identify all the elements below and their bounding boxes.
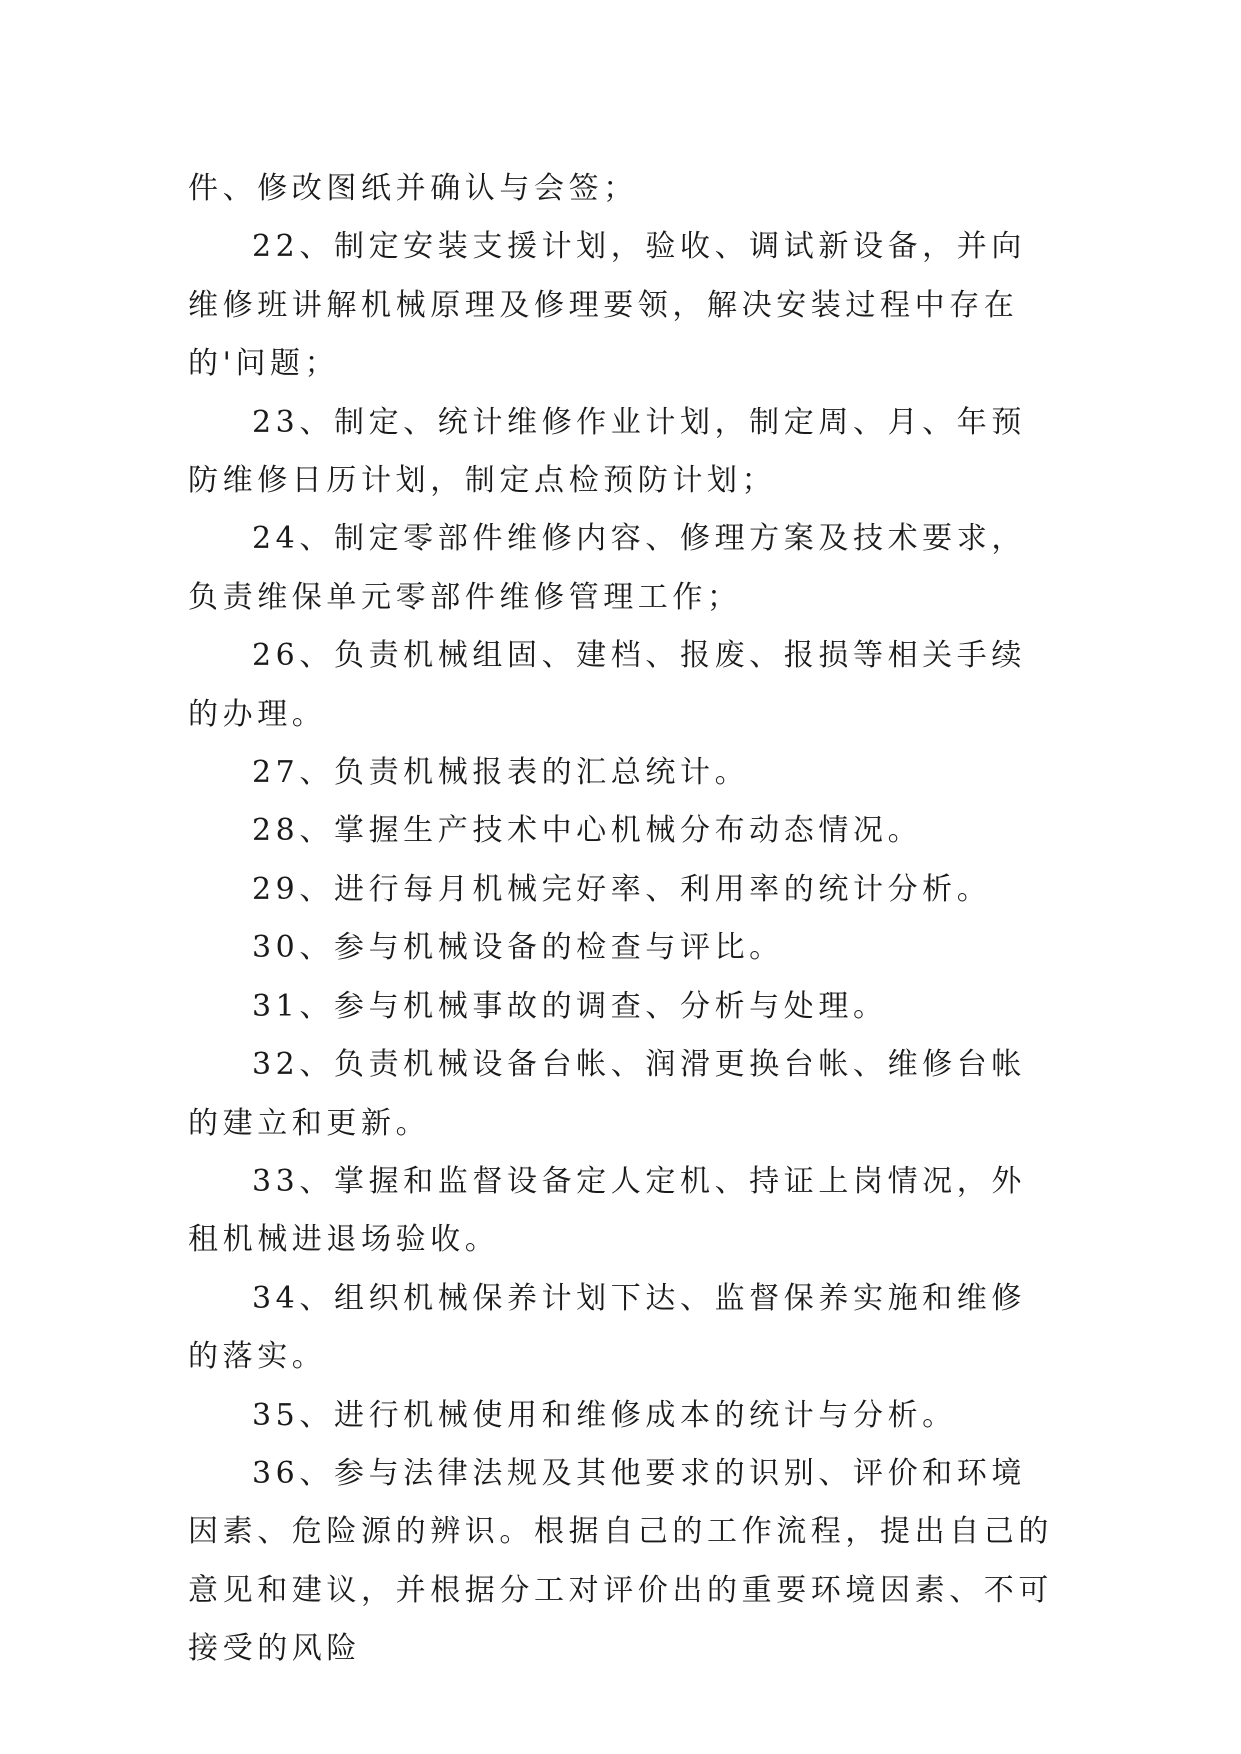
- paragraph-33: 33、掌握和监督设备定人定机、持证上岗情况，外租机械进退场验收。: [188, 1163, 1026, 1258]
- paragraph-34: 34、组织机械保养计划下达、监督保养实施和维修的落实。: [188, 1280, 1026, 1375]
- paragraph-36: 36、参与法律法规及其他要求的识别、评价和环境因素、危险源的辨识。根据自己的工作流程，提出自己的意见和建议，并根据分工对评价出的重要环境因素、不可接受的风险: [188, 1455, 1053, 1667]
- paragraph-29: 29、进行每月机械完好率、利用率的统计分析。: [252, 871, 992, 907]
- document-body: [188, 160, 1058, 1679]
- paragraph-23: 23、制定、统计维修作业计划，制定周、月、年预防维修日历计划，制定点检预防计划；: [188, 404, 1026, 499]
- paragraph-26: 26、负责机械组固、建档、报废、报损等相关手续的办理。: [188, 638, 1026, 732]
- paragraph-22: 22、制定安装支援计划，验收、调试新设备，并向维修班讲解机械原理及修理要领，解决安装过程中存在的'问题；: [188, 229, 1026, 382]
- paragraph-27: 27、负责机械报表的汇总统计。: [252, 755, 750, 791]
- paragraph-30: 30、参与机械设备的检查与评比。: [252, 930, 784, 966]
- paragraph-28: 28、掌握生产技术中心机械分布动态情况。: [252, 813, 923, 849]
- paragraph-31: 31、参与机械事故的调查、分析与处理。: [252, 988, 888, 1024]
- paragraph-1: 件、修改图纸并确认与会签；: [188, 171, 638, 206]
- paragraph-24: 24、制定零部件维修内容、修理方案及技术要求，负责维保单元零部件维修管理工作；: [188, 521, 1026, 615]
- paragraph-35: 35、进行机械使用和维修成本的统计与分析。: [252, 1397, 957, 1433]
- paragraph-32: 32、负责机械设备台帐、润滑更换台帐、维修台帐的建立和更新。: [188, 1047, 1026, 1141]
